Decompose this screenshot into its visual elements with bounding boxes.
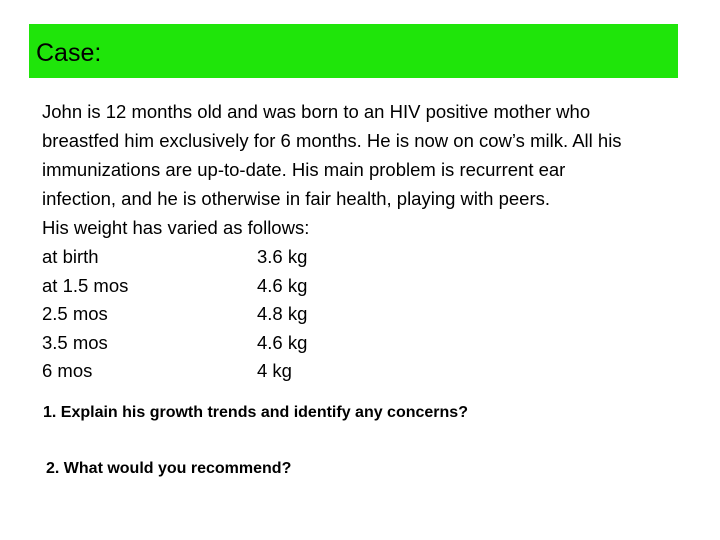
title-bar (29, 24, 678, 78)
weight-value: 4.8 kg (257, 303, 308, 324)
weight-value: 4 kg (257, 360, 292, 381)
weight-age: 3.5 mos (42, 331, 108, 353)
case-text-line: breastfed him exclusively for 6 months. He is now on cow’s milk. All his (42, 130, 622, 151)
weight-age: at 1.5 mos (42, 274, 129, 296)
case-text-line: His weight has varied as follows: (42, 217, 310, 238)
weight-row (42, 242, 682, 271)
case-text-line: infection, and he is otherwise in fair health, playing with peers. (42, 188, 551, 209)
weight-value: 3.6 kg (257, 246, 308, 267)
question-2: 2. What would you recommend? (46, 460, 292, 477)
weight-age: 2.5 mos (42, 303, 108, 324)
weight-row (42, 356, 682, 385)
weight-age: at birth (42, 246, 99, 267)
case-text-line: immunizations are up-to-date. His main problem is recurrent ear (42, 159, 566, 180)
weight-table (42, 242, 682, 385)
weight-row (42, 328, 682, 357)
weight-value: 4.6 kg (257, 274, 308, 296)
case-description (42, 97, 682, 385)
weight-age: 6 mos (42, 360, 93, 381)
weight-row (42, 271, 682, 300)
weight-value: 4.6 kg (257, 331, 308, 353)
weight-row (42, 299, 682, 328)
case-text-line: John is 12 months old and was born to an HIV positive mother who (42, 101, 591, 122)
question-1: 1. Explain his growth trends and identify any concerns? (43, 404, 468, 421)
slide-title: Case: (36, 39, 102, 67)
